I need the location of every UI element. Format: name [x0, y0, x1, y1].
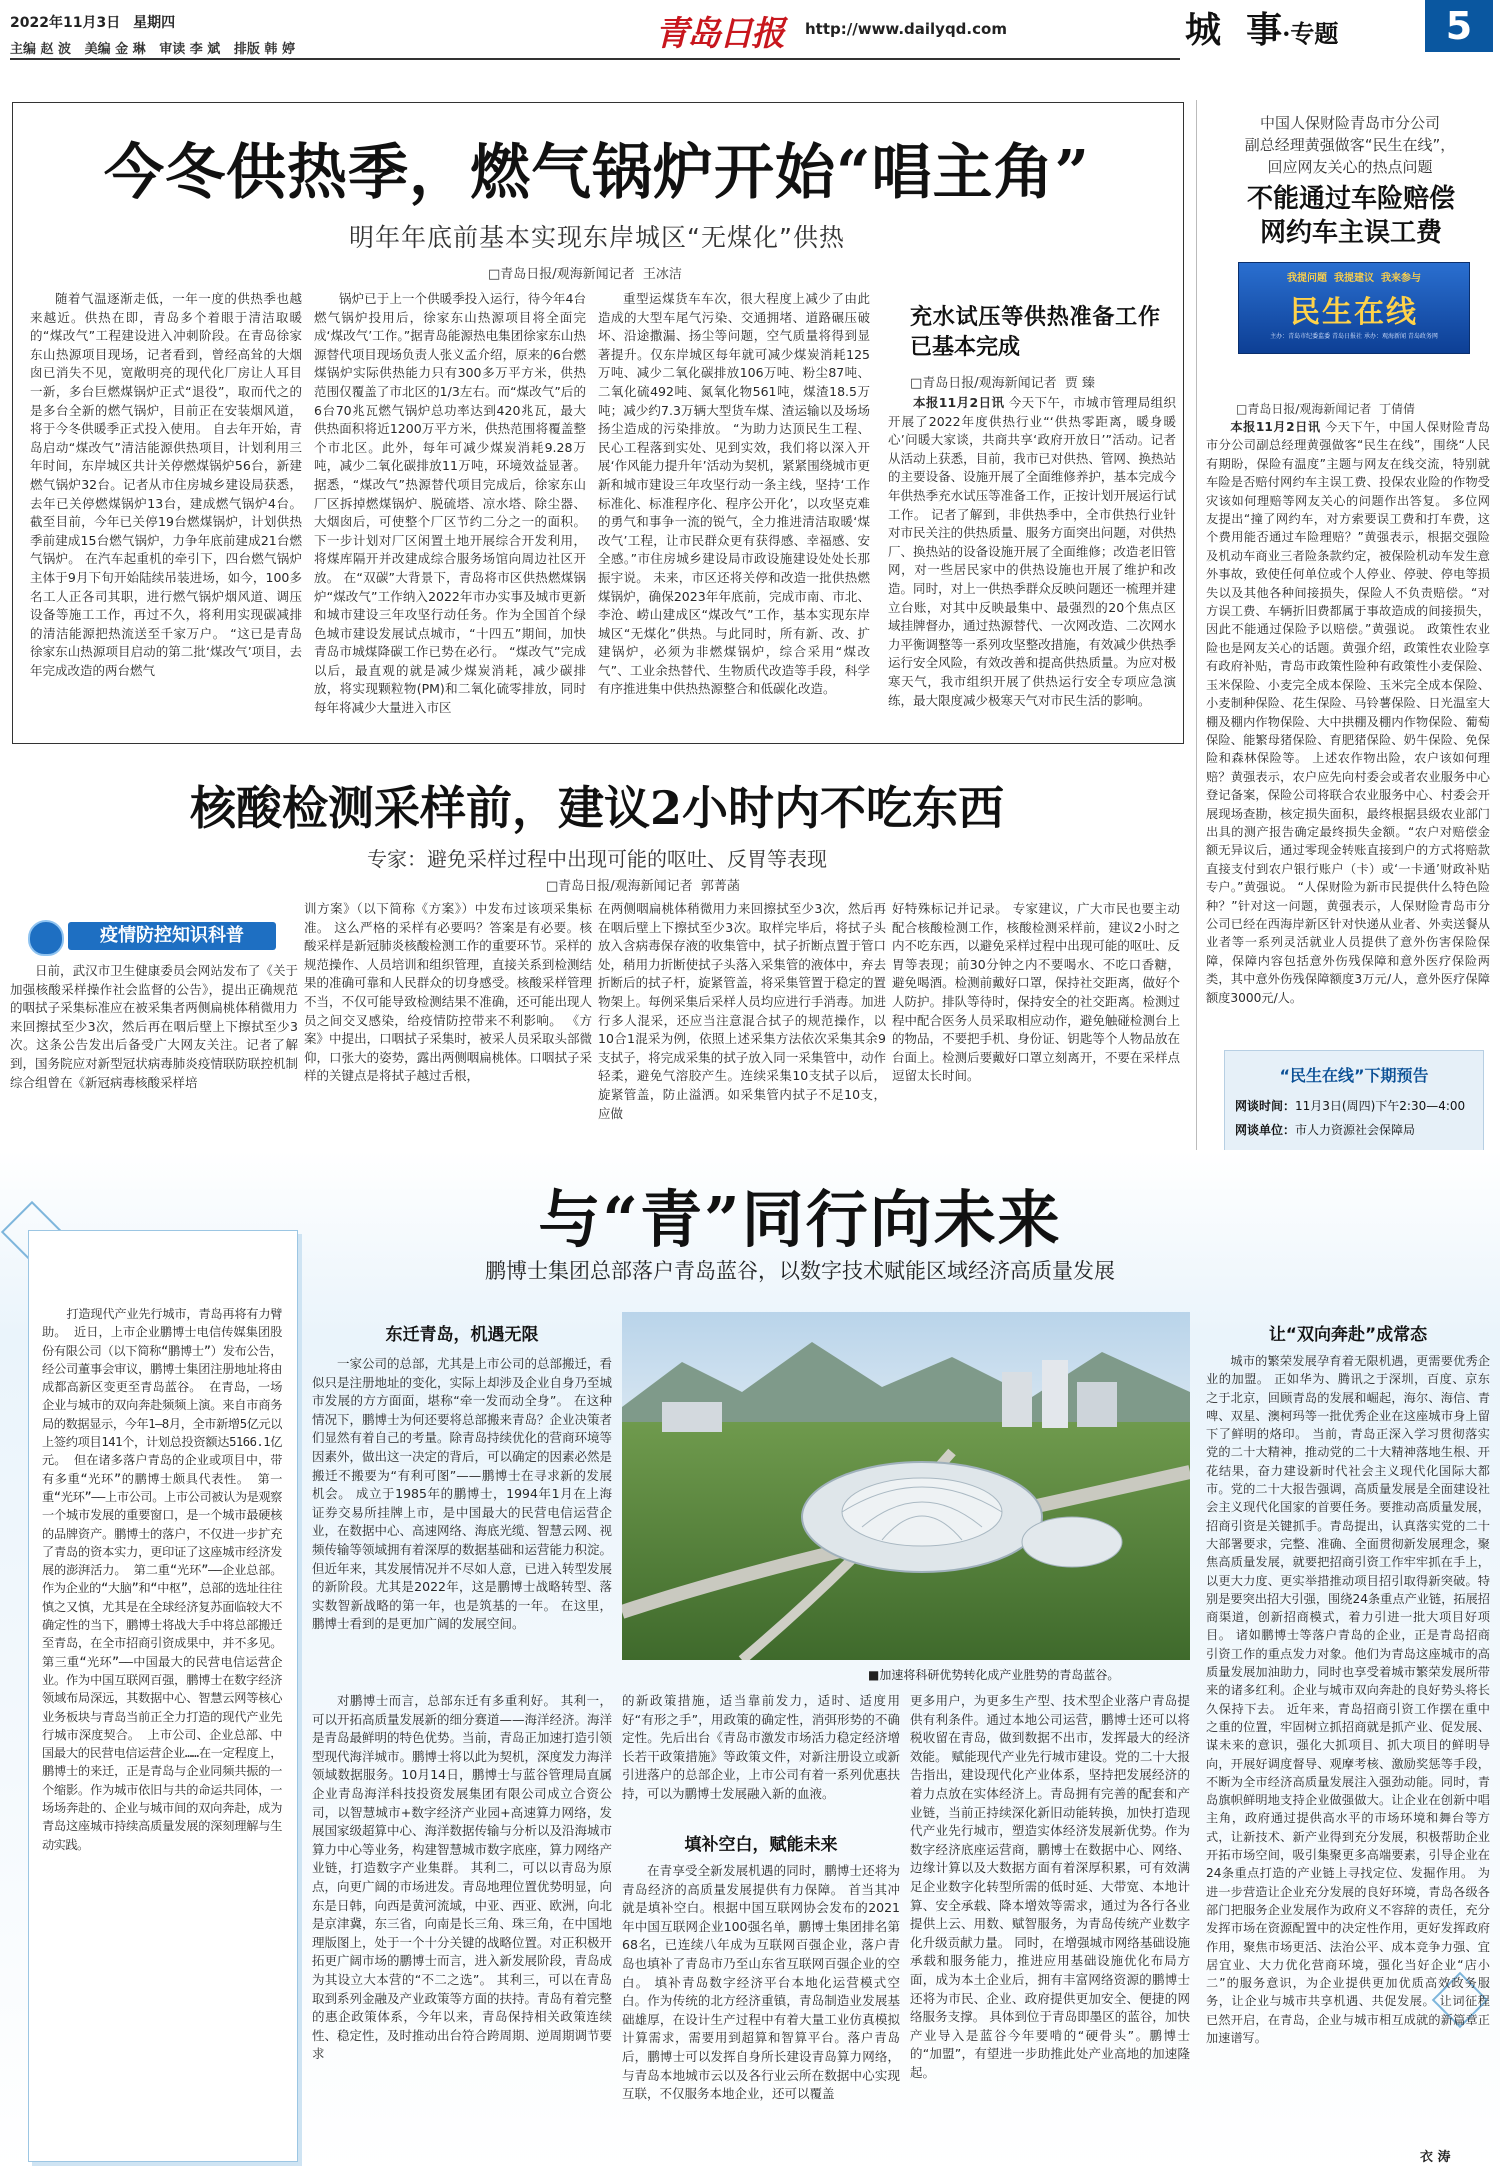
sidebar-title: [1206, 182, 1496, 250]
feature-text-e: [910, 1692, 1190, 2160]
article-heating-col1-text: 随着气温逐渐走低，一年一度的供热季也越来越近。供热在即，青岛多个着眼于清洁取暖的“煤改气”工程建设进入冲刺阶段。在青岛徐家东山热源项目现场，记者看到，曾经高耸的大烟囱已消失不见，宽敞明亮的现代化厂房让人耳目一新，多台巨燃煤锅炉正式“退役”，取而代之的是多台全新的燃气锅炉，目前正在安装烟风道，将于今冬供暖季正式投入使用。 自去年开始，青岛启动“煤改气”清洁能源供热项目，计划利用三年时间，东岸城区共计关停燃煤锅炉56台，新建燃气锅炉32台。记者从市住房城乡建设局获悉，去年已关停燃煤锅炉13台，建成燃气锅炉4台。截至目前，今年已关停19台燃煤锅炉，计划供热季前建成15台燃气锅炉，力争年底前建成21台燃气锅炉。 在汽车起重机的牵引下，四台燃气锅炉主体于9月下旬开始陆续吊装进场，如今，100多名工人正各司其职，进行燃气锅炉烟风道、调压设备等施工工作，再过不久，将利用实现碳减排的清洁能源把热流送至千家万户。 “这已是青岛徐家东山热源项目启动的第二批‘煤改气’项目，去年完成改造的两台燃气: [30, 291, 302, 678]
article-covid-col1-text: 日前，武汉市卫生健康委员会网站发布了《关于加强核酸采样操作社会监督的公告》，提出正确规范的咽拭子采集标准应在被采集者两侧扁桃体稍微用力来回擦拭至少3次，然后再在咽后壁上下擦拭至少3次。这条公告发出后备受广大网友关注。记者了解到，国务院应对新型冠状病毒肺炎疫情联防联控机制综合组曾在《新冠病毒核酸采样培: [10, 963, 298, 1090]
article-covid-col2-text: 训方案》（以下简称《方案》）中发布过该项采集标准。 这么严格的采样有必要吗？答案是有必要。核酸采样是新冠肺炎核酸检测工作的重要环节。采样的规范操作、人员培训和组织管理，直接关系到检测结果的准确可靠和人民群众的切身感受。核酸采样管理不当，不仅可能导致检测结果不准确，还可能出现人员之间交叉感染，给疫情防控带来不利影响。 《方案》中提出，口咽拭子采集时，被采人员采取头部微仰，口张大的姿势，露出两侧咽扁桃体。口咽拭子采样的关键点是将拭子越过舌根，: [304, 901, 592, 1084]
article-heating-col3: [598, 290, 870, 730]
website-url[interactable]: http://www.dailyqd.com: [805, 20, 1007, 38]
section-sub: ·专题: [1282, 19, 1339, 48]
photo-building-1: [1002, 1372, 1032, 1427]
article-covid-title: 核酸检测采样前，建议2小时内不吃东西: [189, 781, 1004, 835]
sidebar-text: 今天下午，中国人保财险青岛市分公司副总经理黄强做客“民生在线”，围绕“人民有期盼，保险有温度”主题与网友在线交流，特别就车险是否赔付网约车主误工费、投保农业险的作物受灾该如何理赔等网友关心的问题作出答复。 多位网友提出“撞了网约车，对方索要误工费和打车费，这个费用能否通过车险理赔？”黄强表示，根据交强险及机动车商业三者险条款约定，被保险机动车发生意外事故，致使任何单位或个人停业、停驶、停电等损失以及其他各种间接损失，保险人不负责赔偿。“对方误工费、车辆折旧费都属于事故造成的间接损失，因此不能通过保险予以赔偿。”黄强说。 政策性农业险也是网友关心的话题。黄强介绍，政策性农业险享有政府补贴，青岛市政策性险种有政策性小麦保险、玉米保险、小麦完全成本保险、玉米完全成本保险、小麦制种保险、花生保险、马铃薯保险、日光温室大棚及棚内作物保险、大中拱棚及棚内作物保险、葡萄保险、能繁母猪保险、育肥猪保险、奶牛保险、免保险和森林保险等。 上述农作物出险，农户该如何理赔？黄强表示，农户应先向村委会或者农业服务中心登记备案，保险公司将联合农业服务中心、村委会开展现场查勘，核定损失面积，最终根据县级农业部门出具的测产报告确定最终损失金额。“农户对赔偿金额无异议后，通过零现金转账直接到户的方式将赔款直接支付到农户银行账户（卡）或‘一卡通’财政补贴专户。”黄强说。 “人保财险为新市民提供什么特色险种？”针对这一问题，黄强表示，人保财险青岛市分公司已经在西海岸新区针对快递从业者、外卖送餐从业者等一系列灵活就业人员提供了意外伤害保险保障，保障内容包括意外伤残保障和意外医疗保险两类，其中意外伤残保障额度3万元/人，意外医疗保障额度3000元/人。: [1206, 420, 1490, 1005]
sidebar-byline: □青岛日报/观海新闻记者 丁倩倩: [1236, 402, 1416, 416]
masthead-rule: [10, 58, 1180, 60]
sidebar-title-2: 网约车主误工费: [1259, 218, 1442, 248]
notice-time-label: 网谈时间：: [1235, 1099, 1296, 1113]
feature-heading-c: 让“双向奔赴”成常态: [1268, 1325, 1428, 1345]
minsheng-banner: [1238, 262, 1470, 354]
article-heating-col1: [30, 290, 302, 730]
article-heating-title: 今冬供热季，燃气锅炉开始“唱主角”: [103, 138, 1091, 208]
article-covid-col3-text: 在两侧咽扁桃体稍微用力来回擦拭至少3次，然后再在咽后壁上下擦拭至少3次。取样完毕后，将拭子头放入含病毒保存液的收集管中，拭子折断点置于管口处，稍用力折断使拭子头落入采集管的液体中，弃去折断后的拭子杆，旋紧管盖，将采集管置于稳定的置物架上。每例采集后采样人员均应进行手消毒。加进行多人混采，还应当注意混合拭子的规范操作，以10合1混采为例，依照上述采集方法依次采集其余9支拭子，将完成采集的拭子放入同一采集管中，动作轻柔，避免气溶胶产生。连续采集10支拭子以后，旋紧管盖，防止溢洒。如采集管内拭子不足10支，应做: [598, 901, 886, 1121]
feature-text-f-paragraph: 城市的繁荣发展孕育着无限机遇，更需要优秀企业的加盟。 正如华为、腾讯之于深圳，百度、京东之于北京，回顾青岛的发展和崛起，海尔、海信、青啤、双星、澳柯玛等一批优秀企业在这座城市身上留下了鲜明的烙印。 当前，青岛正深入学习贯彻落实党的二十大精神，推动党的二十大精神落地生根、开花结果，奋力建设新时代社会主义现代化国际大都市。党的二十大报告强调，高质量发展是全面建设社会主义现代化国家的首要任务。要推动高质量发展，招商引资是关键抓手。青岛提出，认真落实党的二十大部署要求，完整、准确、全面贯彻新发展理念，聚焦高质量发展，就要把招商引资工作牢牢抓在手上，以更大力度、更实举措推动项目招引取得新突破。特别是要突出招大引强，围绕24条重点产业链，拓展招商渠道，创新招商模式，着力引进一批大项目好项目。 诸如鹏博士等落户青岛的企业，正是青岛招商引资工作的重点发力对象。他们为青岛这座城市的高质量发展加油助力，同时也享受着城市繁荣发展所带来的诸多红利。企业与城市双向奔赴的良好势头将长久保持下去。 近年来，青岛招商引资工作摆在重中之重的位置，牢固树立抓招商就是抓产业、促发展、谋未来的意识，强化大抓项目、抓大项目的鲜明导向，开展好调度督导、观摩考核、激励奖惩等手段，不断为全市经济高质量发展注入强劲动能。同时，青岛旗帜鲜明地支持企业做强做大。让企业在创新中唱主角，政府通过提供高水平的市场环境和舞台等方式，让新技术、新产业得到充分发展，积极帮助企业开拓市场空间，吸引集聚更多高端要素，引导企业在24条重点打造的产业链上寻找定位、发掘作用。 为进一步营造让企业充分发展的良好环境，青岛各级各部门把服务企业发展作为政府义不容辞的责任，充分发挥市场在资源配置中的决定性作用，更好发挥政府作用，聚焦市场更活、法治公平、成本竞争力强、宜居宜业、大力优化营商环境，强化当好企业“店小二”的服务意识，为企业提供更加优质高效政务服务，让企业与城市共享机遇、共促发展。 让词征程已然开启，在青岛，企业与城市相互成就的新篇章正加速谱写。: [1206, 1354, 1490, 2045]
article-supply-byline: □青岛日报/观海新闻记者 贾 臻: [910, 376, 1096, 391]
feature-text-e-paragraph: 更多用户，为更多生产型、技术型企业落户青岛提供有利条件。通过本地公司运营，鹏博士还可以将税收留在青岛，做到数据不出市，发挥最大的经济效能。 赋能现代产业先行城市建设。党的二十大报告指出，建设现代化产业体系，坚持把发展经济的着力点放在实体经济上。青岛拥有完善的配套和产业链，当前正持续深化新旧动能转换，加快打造现代产业先行城市，塑造实体经济发展新优势。作为数字经济底座运营商，鹏博士在数据中心、网络、边缘计算以及大数据方面有着深厚积累，可有效满足企业数字化转型所需的低时延、大带宽、本地计算、安全承载、降本增效等需求，通过为各行各业提供上云、用数、赋智服务，为青岛传统产业数字化升级贡献力量。 同时，在增强城市网络基础设施承载和服务能力，推进应用基础设施优化布局方面，成为本土企业后，拥有丰富网络资源的鹏博士还将为市民、企业、政府提供更加安全、便捷的网络服务支撑。 具体到位于青岛即墨区的蓝谷，加快产业导入是蓝谷今年要啃的“硬骨头”。鹏博士的“加盟”，有望进一步助推此处产业高地的加速隆起。: [910, 1693, 1190, 2080]
masthead: [0, 0, 1500, 64]
sidebar-pretitle: [1210, 112, 1490, 178]
article-covid-byline: □青岛日报/观海新闻记者 郭菁菡: [546, 879, 740, 894]
feature-photo: [622, 1312, 1190, 1660]
section-name: 城 事: [1185, 9, 1283, 51]
article-supply-title: 充水试压等供热准备工作已基本完成: [910, 304, 1160, 360]
feature-text-c-paragraph: 的新政策措施，适当靠前发力，适时、适度用好“有形之手”，用政策的确定性，消弭形势的不确定性。先后出台《青岛市激发市场活力稳定经济增长若干政策措施》等政策文件，对新注册设立或新引进落户的总部企业，上市公司有着一系列优惠扶持，可以为鹏博士发展融入新的血液。: [622, 1693, 900, 1801]
article-heating-col3-text: 重型运煤货车车次，很大程度上减少了由此造成的大型车尾气污染、交通拥堵、道路碾压破坏、沿途撒漏、扬尘等问题，空气质量将得到显著提升。仅东岸城区每年就可减少煤炭消耗125万吨、减少二氧化碳排放106万吨、粉尘87吨、二氧化硫492吨、氮氧化物561吨，煤渣18.5万吨；减少约7.3万辆大型货车煤、渣运输以及场场扬尘造成的污染排放。 “为助力达顶民生工程、民心工程落到实处、见到实效，我们将以深入开展‘作风能力提升年’活动为契机，紧紧围绕城市更新和城市建设三年攻坚行动一条主线，坚持‘工作标准化、标准程序化、程序公开化’，以攻坚克难的勇气和事争一流的锐气，全力推进清洁取暖‘煤改气’工程，让市民群众更有获得感、幸福感、安全感。”市住房城乡建设局市政设施建设处处长那振宇说。 未来，市区还将关停和改造一批供热燃煤锅炉，确保2023年年底前，完成市南、市北、李沧、崂山建成区“煤改气”工作，基本实现东岸城区“无煤化”供热。与此同时，所有新、改、扩建锅炉，必须为非燃煤锅炉，综合采用“煤改气”、工业余热替代、生物质代改造等手段，科学有序推进集中供热热源整合和低碳化改造。: [598, 291, 870, 697]
article-covid-subtitle: 专家：避免采样过程中出现可能的呕吐、反胃等表现: [367, 847, 827, 871]
feature-intro-paragraph: 打造现代产业先行城市，青岛再将有力臂助。 近日，上市企业鹏博士电信传媒集团股份有限公司（以下简称“鹏博士”）发布公告，经公司董事会审议，鹏博士集团注册地址将由成都高新区变更至青岛蓝谷。 在青岛，一场企业与城市的双向奔赴频频上演。来自市商务局的数据显示，今年1—8月，全市新增5亿元以上签约项目141个，计划总投资额达5166.1亿元。 但在诸多落户青岛的企业或项目中，带有多重“光环”的鹏博士颇具代表性。 第一重“光环”——上市公司。上市公司被认为是观察一个城市发展的重要窗口，是一个城市最硬核的品牌资产。鹏博士的落户，不仅进一步扩充了青岛的资本实力，更印证了这座城市经济发展的澎湃活力。 第二重“光环”——企业总部。作为企业的“大脑”和“中枢”，总部的选址往往慎之又慎，尤其是在全球经济复苏面临较大不确定性的当下，鹏博士将战大手中将总部搬迁至青岛，在全市招商引资成果中，并不多见。 第三重“光环”——中国最大的民营电信运营企业。作为中国互联网百强，鹏博士在数字经济领域布局深远，其数据中心、智慧云网等核心业务板块与青岛当前正全力打造的现代产业先行城市深度契合。 上市公司、企业总部、中国最大的民营电信运营企业……在一定程度上，鹏博士的来迁，正是青岛与企业同频共振的一个缩影。作为城市依旧与共的命运共同体，一场场奔赴的、企业与城市间的双向奔赴，成为青岛这座城市持续高质量发展的深刻理解与生动实践。: [42, 1307, 282, 1852]
article-covid-col2: [304, 900, 592, 1172]
sidebar-pretitle-3: 回应网友关心的热点问题: [1267, 158, 1433, 176]
article-heating-col2: [314, 290, 586, 730]
article-heating-subtitle: 明年年底前基本实现东岸城区“无煤化”供热: [349, 223, 845, 252]
photo-building-4: [662, 1402, 722, 1432]
sidebar-body: [1206, 418, 1490, 1046]
banner-organizer: 主办：青岛市纪委监委 青岛日报社 承办：观海新闻 青岛政务网: [1270, 333, 1438, 340]
article-heating-byline: □青岛日报/观海新闻记者 王冰洁: [488, 267, 682, 282]
photo-building-2: [1042, 1360, 1068, 1428]
newspaper-logo: 青岛日报: [655, 14, 783, 54]
article-supply-body: [888, 394, 1176, 734]
feature-text-a: [312, 1355, 612, 1690]
feature-text-b: [312, 1692, 612, 2160]
photo-building-3: [1077, 1382, 1117, 1427]
feature-text-a-paragraph: 一家公司的总部，尤其是上市公司的总部搬迁，看似只是注册地址的变化，实际上却涉及企业自身乃至城市发展的方方面面，堪称“牵一发而动全身”。 在这种情况下，鹏博士为何还要将总部搬来青岛？企业决策者们显然有着自己的考量。除青岛持续优化的营商环境等因素外，做出这一决定的背后，可以确定的因素必然是搬迁不搬要为“有利可图”——鹏博士在寻求新的发展机会。 成立于1985年的鹏博士，1994年1月在上海证券交易所挂牌上市，是中国最大的民营电信运营企业，在数据中心、高速网络、海底光缆、智慧云网、视频传输等领域拥有着深厚的数据基础和运营能力积淀。但近年来，其发展情况并不尽如人意，已进入转型发展的新阶段。尤其是2022年，这是鹏博士战略转型、落实数智新战略的第一年，也是筑基的一年。 在这里，鹏博士看到的是更加广阔的发展空间。: [312, 1356, 612, 1632]
blue-valley-aerial-photo: [622, 1312, 1190, 1660]
feature-text-f: [1206, 1352, 1490, 2142]
feature-text-c: [622, 1692, 900, 1817]
sidebar-pretitle-2: 副总经理黄强做客“民生在线”，: [1244, 136, 1456, 154]
feature-subtitle: 鹏博士集团总部落户青岛蓝谷，以数字技术赋能区域经济高质量发展: [485, 1259, 1115, 1283]
section-title: [1185, 2, 1338, 53]
feature-text-b-paragraph: 对鹏博士而言，总部东迁有多重利好。 其利一，可以开拓高质量发展新的细分赛道——海洋经济。海洋是青岛最鲜明的特色优势。当前，青岛正加速打造引领型现代海洋城市。鹏博士将以此为契机，深度发力海洋领域数据服务。10月14日，鹏博士与蓝谷管理局直属企业青岛海洋科技投资发展集团有限公司成立合资公司，以智慧城市+数字经济产业园+高速算力网络，发展国家级超算中心、海洋数据传输与分析以及沿海城市算力中心等业务，构建智慧城市数字底座，算力网络产业链，打造数字产业集群。 其利二，可以以青岛为原点，向更广阔的市场进发。青岛地理位置优势明显，向东是日韩，向西是黄河流域，中亚、西亚、欧洲，向北是京津冀，东三省，向南是长三角、珠三角，在中国地理版图上，处于一个十分关键的战略位置。对正积极开拓更广阔市场的鹏博士而言，进入新发展阶段，青岛成为其设立大本营的“不二之选”。 其利三，可以在青岛取到系列金融及产业政策等方面的扶持。青岛有着完整的惠企政策体系，今年以来，青岛保持相关政策连续性、稳定性，及时推动出台符合跨周期、逆周期调节要求: [312, 1693, 612, 2062]
photo-caption: ■加速将科研优势转化成产业胜势的青岛蓝谷。: [868, 1668, 1120, 1682]
page-number-box: [1425, 0, 1493, 52]
feature-heading-b: 填补空白，赋能未来: [684, 1835, 838, 1855]
weekday-text: 星期四: [133, 15, 176, 31]
article-covid-col4: [892, 900, 1180, 1172]
article-heating-col2-text: 锅炉已于上一个供暖季投入运行，待今年4台燃气锅炉投用后，徐家东山热源项目将全面完成‘煤改气’工作。”据青岛能源热电集团徐家东山热源替代项目现场负责人张义孟介绍，原来的6台燃煤锅炉实际供热能力只有300多万平方米，供热范围仅覆盖了市北区的1/3左右。而“煤改气”后的6台70兆瓦燃气锅炉总功率达到420兆瓦，最大供热面积将近1200万平方米，供热范围将覆盖整个市北区。此外，每年可减少煤炭消耗9.28万吨，减少二氧化碳排放11万吨，环境效益显著。 据悉，“煤改气”热源替代项目完成后，徐家东山厂区拆掉燃煤锅炉、脱硫塔、凉水塔、除尘器、大烟囱后，可使整个厂区节约二分之一的面积。下一步计划对厂区闲置土地开展综合开发利用，将煤库隔开并改建成综合服务场馆向周边社区开放。 在“双碳”大背景下，青岛将市区供热燃煤锅炉“煤改气”工作纳入2022年市办实事及城市更新和城市建设三年攻坚行动任务。作为全国首个绿色城市建设发展试点城市，“十四五”期间，加快青岛市城煤降碳工作已势在必行。 “煤改气”完成以后，最直观的就是减少煤炭消耗，减少碳排放，将实现颗粒物(PM)和二氧化硫零排放，同时每年将减少大量进入市区: [314, 291, 586, 716]
feature-heading-a: 东迁青岛，机遇无限: [385, 1325, 539, 1345]
feature-text-d-paragraph: 在青享受全新发展机遇的同时，鹏博士还将为青岛经济的高质量发展提供有力保障。 首当其冲就是填补空白。根据中国互联网协会发布的2021年中国互联网企业100强名单，鹏博士集团排名第68名，已连续八年成为互联网百强企业，落户青岛也填补了青岛市乃至山东省互联网百强企业的空白。 填补青岛数字经济平台本地化运营模式空白。作为传统的北方经济重镇，青岛制造业发展基础雄厚，在设计生产过程中有着大量工业仿真模拟计算需求，需要用到超算和智算平台。落户青岛后，鹏博士可以发挥自身所长建设青岛算力网络，与青岛本地城市云以及各行业云所在数据中心实现互联，不仅服务本地企业，还可以覆盖: [622, 1863, 900, 2102]
credits: 主编 赵 波 美编 金 琳 审读 李 斌 排版 韩 婷: [10, 42, 295, 57]
notice-unit-row: [1235, 1121, 1475, 1139]
notice-time-row: [1235, 1097, 1475, 1115]
sidebar-pretitle-1: 中国人保财险青岛市分公司: [1259, 114, 1440, 132]
covid-badge: [28, 918, 278, 954]
page-number: 5: [1445, 4, 1473, 48]
feature-text-d: [622, 1862, 900, 2160]
sidebar-divider: [1196, 100, 1197, 1180]
article-covid-col1: [10, 962, 298, 1172]
photo-dome-small: [1022, 1517, 1122, 1567]
banner-title: 民生在线: [1290, 295, 1418, 330]
notice-unit-label: 网谈单位：: [1235, 1123, 1296, 1137]
notice-unit: 市人力资源社会保障局: [1295, 1123, 1416, 1137]
covid-badge-label: 疫情防控知识科普: [68, 922, 276, 950]
photo-dome-inner: [842, 1478, 1002, 1546]
issue-date: [10, 12, 175, 32]
notice-title: “民生在线”下期预告: [1279, 1066, 1429, 1085]
banner-slogan: 我提问题 我提建议 我来参与: [1287, 273, 1421, 284]
article-supply-text: 今天下午，市城市管理局组织开展了2022年度供热行业“‘供热零距离，暖身暖心’问暖大家谈，共商共享‘政府开放日’”活动。记者从活动上获悉，目前，我市已对供热、管网、换热站的主要设备、设施开展了全面维修养护，基本完成今年供热季充水试压等准备工作，正按计划开展运行试工作。 记者了解到，非供热季中，全市供热行业针对市民关注的供热质量、服务方面突出问题，对供热厂、换热站的设备设施开展了全面维修；改造老旧管网，对一些居民家中的供热设施也开展了维护和改造。同时，对上一供热季群众反映问题还一梳理并建立台账，对其中反映最集中、最强烈的20个焦点区域挂牌督办，通过热源替代、一次网改造、二次网水力平衡调整等一系列攻坚整改措施，有效减少供热季运行安全风险，有效改善和提高供热质量。为应对极寒天气，我市组织开展了供热运行安全专项应急演练，最大限度减少极寒天气对市民生活的影响。: [888, 395, 1176, 708]
notice-time: 11月3日(周四)下午2:30—4:00: [1295, 1099, 1466, 1113]
article-covid-col4-text: 好特殊标记并记录。 专家建议，广大市民也要主动配合核酸检测工作，核酸检测采样前，建议2小时之内不吃东西，以避免采样过程中出现可能的呕吐、反胃等表现；前30分钟之内不要喝水、不吃口香糖，避免喝酒。检测前戴好口罩，保持社交距离，做好个人防护。排队等待时，保持安全的社交距离。检测过程中配合医务人员采取相应动作，避免触碰检测台上的物品，不要把手机、身份证、钥匙等个人物品放在台面上。检测后要戴好口罩立刻离开，不要在采样点逗留太长时间。: [892, 901, 1180, 1084]
article-covid-col3: [598, 900, 886, 1172]
sidebar-lead: 本报11月2日讯: [1230, 420, 1321, 434]
feature-author: 衣 涛: [1420, 2150, 1451, 2165]
feature-title: 与“青”同行向未来: [538, 1183, 1062, 1256]
date-text: 2022年11月3日: [10, 15, 121, 31]
feature-intro-text: [42, 1305, 282, 2145]
sidebar-title-1: 不能通过车险赔偿: [1246, 184, 1455, 214]
article-supply-lead: 本报11月2日讯: [913, 395, 1005, 410]
shield-icon: [28, 920, 64, 956]
